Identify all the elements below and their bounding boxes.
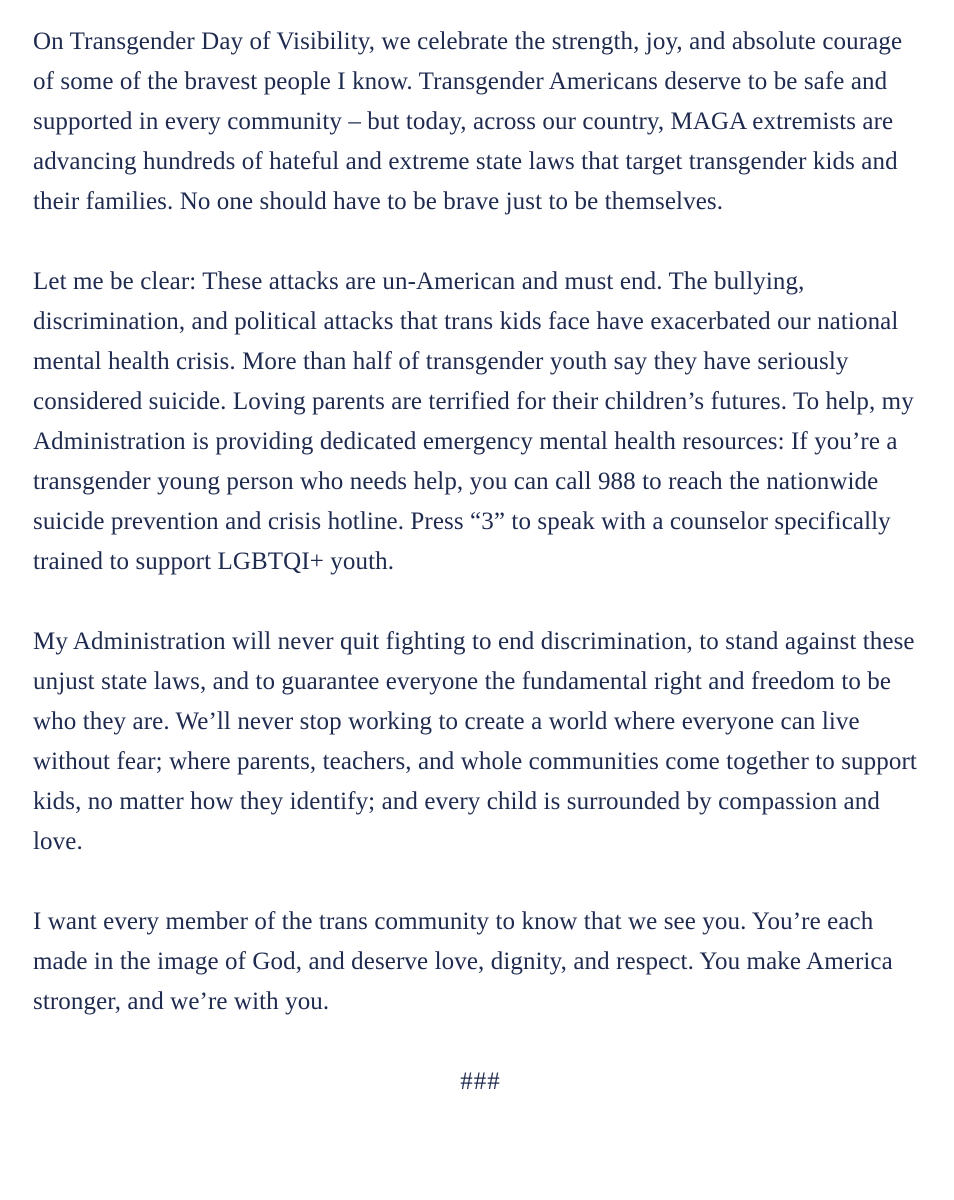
paragraph-attacks: Let me be clear: These attacks are un-American and must end. The bullying, discrimination, and political attacks that trans kids face have exacerbated our national mental health crisis. More than half of transgender youth say they have seriously considered suicide. Loving parents are terrified for their children’s futures. To help, my Administration is providing dedicated emergency mental health resources: If you’re a transgender young person who needs help, you can call 988 to reach the nationwide suicide prevention and crisis hotline. Press “3” to speak with a counselor specifically trained to support LGBTQI+ youth.: [33, 268, 914, 575]
paragraph-visibility: On Transgender Day of Visibility, we celebrate the strength, joy, and absolute courage of some of the bravest people I know. Transgender Americans deserve to be safe and supported in every community – but today, across our country, MAGA extremists are advancing hundreds of hateful and extreme state laws that target transgender kids and their families. No one should have to be brave just to be themselves.: [33, 28, 903, 215]
paragraph-community: I want every member of the trans community to know that we see you. You’re each made in the image of God, and deserve love, dignity, and respect. You make America stronger, and we’re with you.: [33, 908, 893, 1015]
paragraph-administration: My Administration will never quit fighting to end discrimination, to stand against these unjust state laws, and to guarantee everyone the fundamental right and freedom to be who they are. We’ll never stop working to create a world where everyone can live without fear; where parents, teachers, and whole communities come together to support kids, no matter how they identify; and every child is surrounded by compassion and love.: [33, 628, 917, 855]
statement-body: [33, 22, 928, 1102]
end-of-statement-mark: ###: [460, 1068, 501, 1095]
